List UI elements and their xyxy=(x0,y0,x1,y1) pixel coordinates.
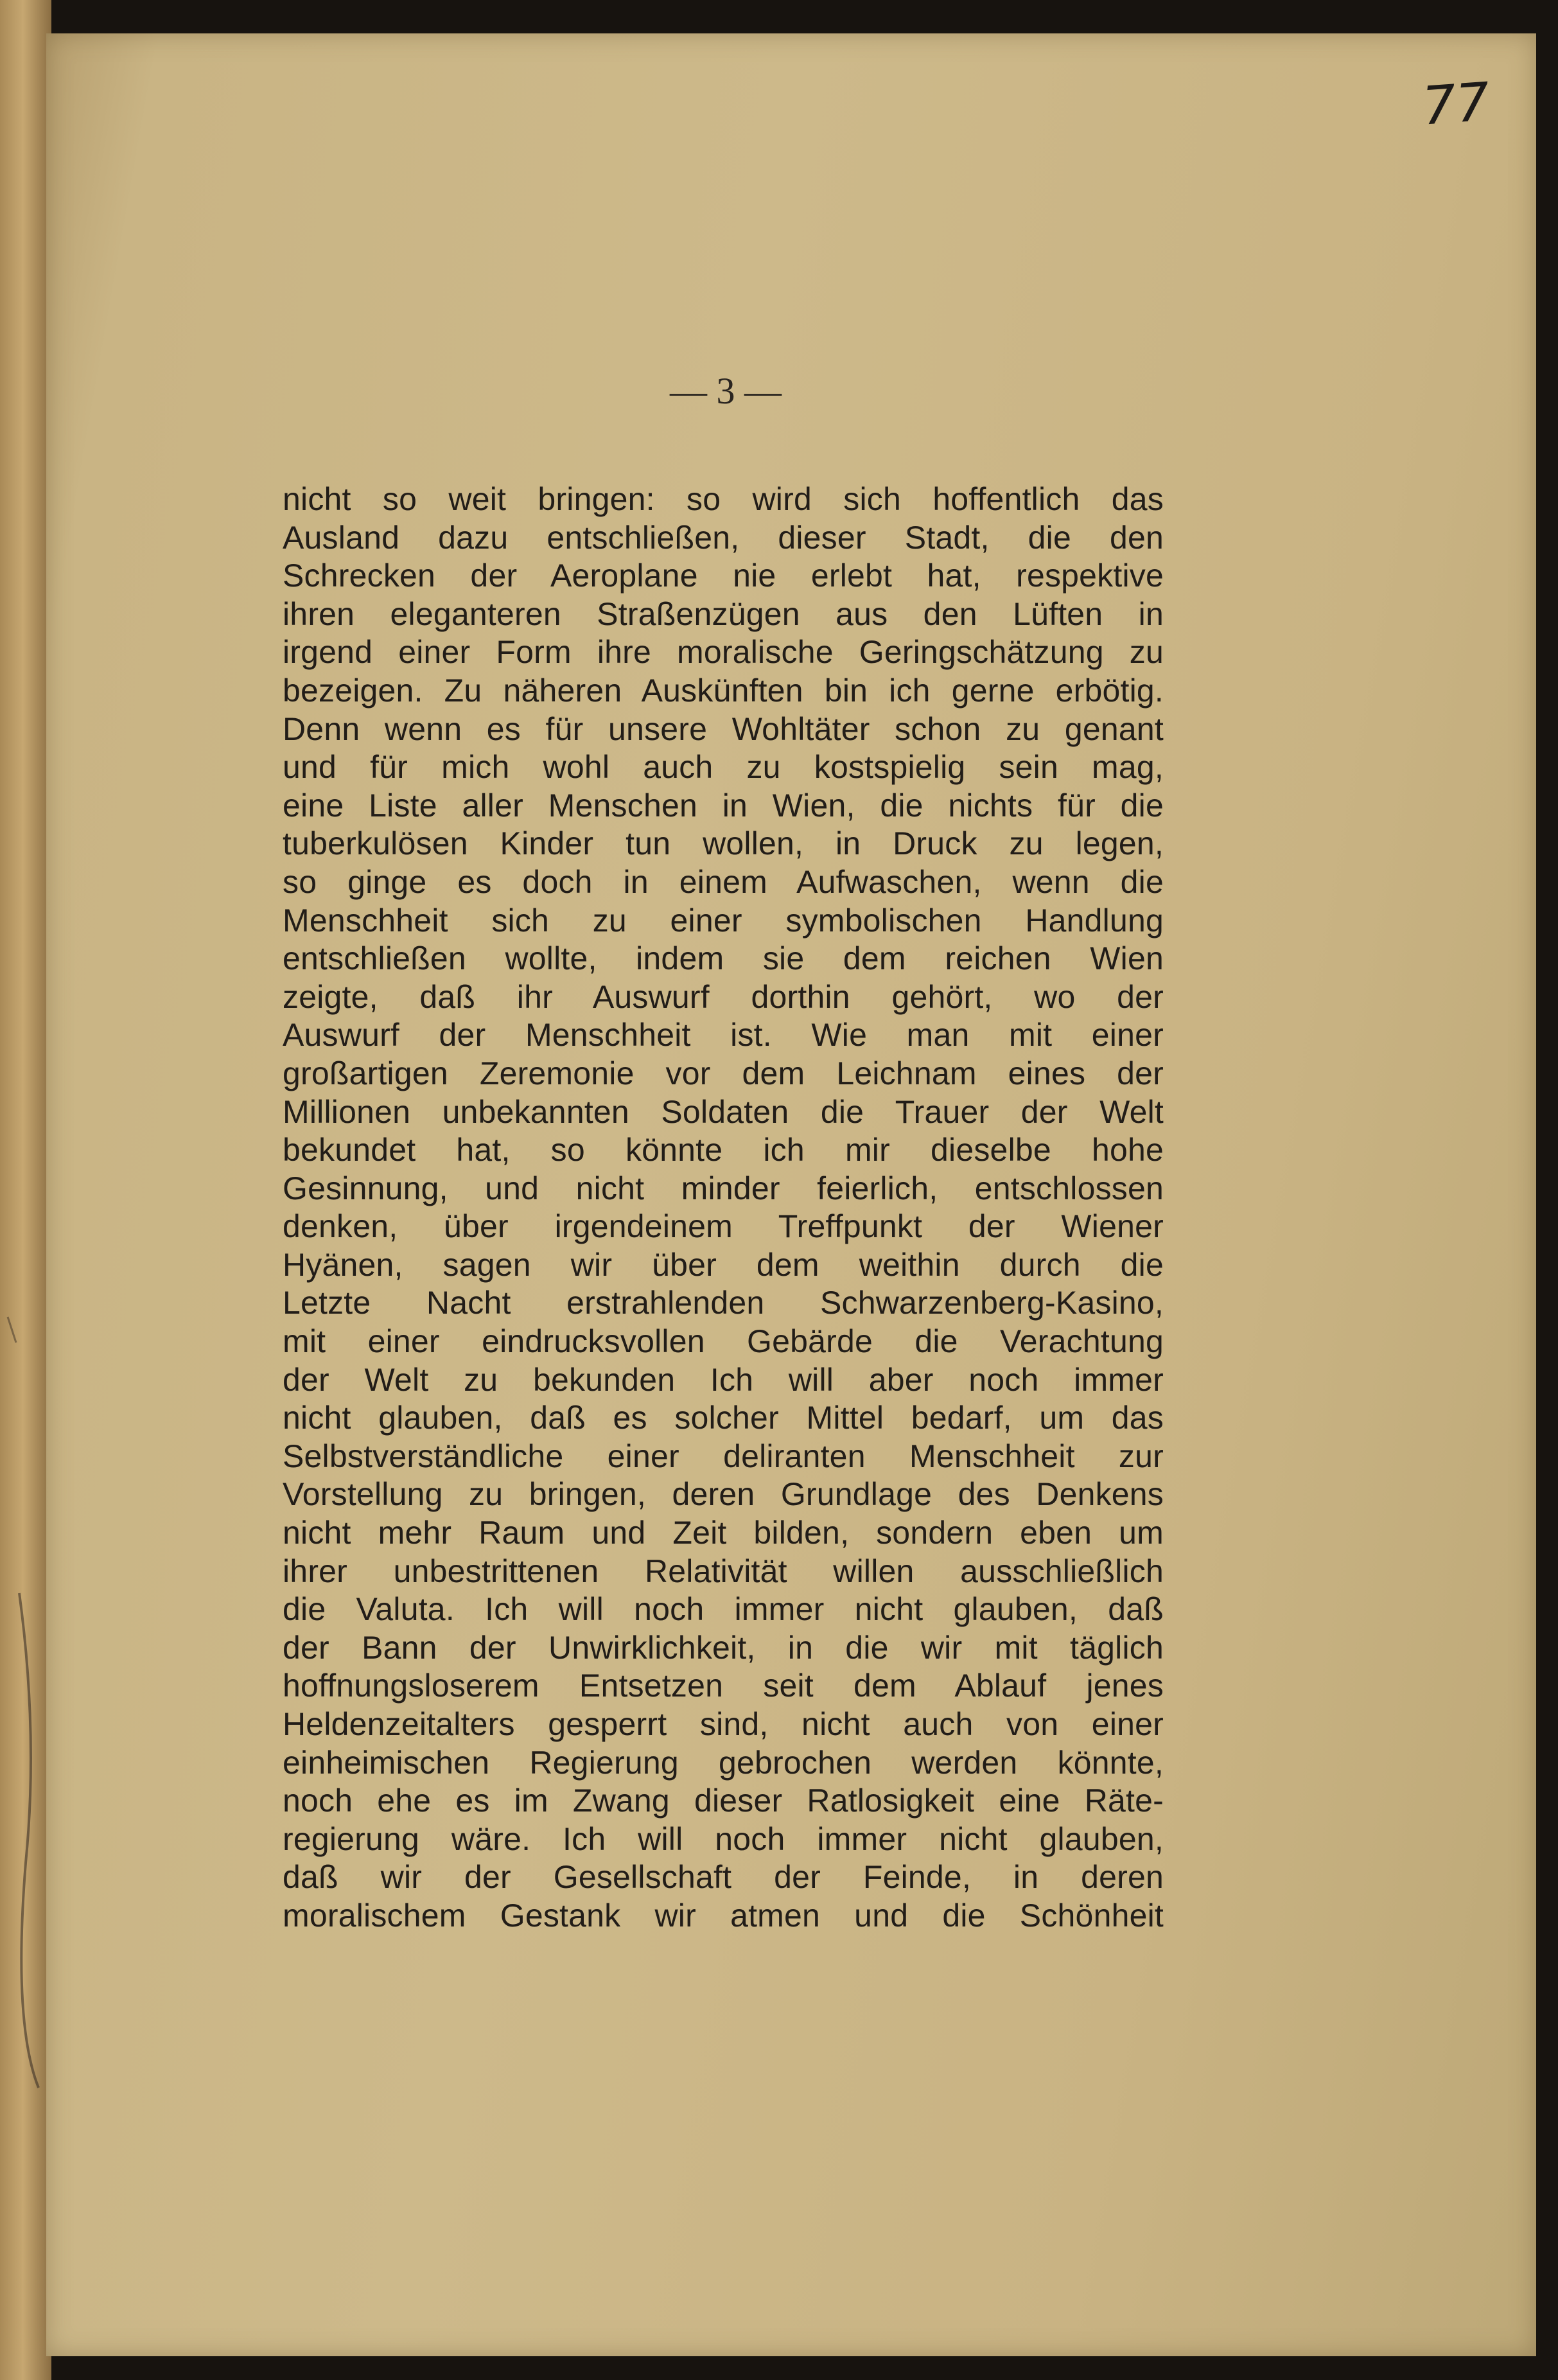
text-line: Denn wenn es für unsere Wohltäter schon zu genant xyxy=(283,710,1164,747)
text-line: einheimischen Regierung gebrochen werden könnte, xyxy=(283,1744,1164,1781)
page-number: — 3 — xyxy=(670,370,782,412)
text-line: Heldenzeitalters gesperrt sind, nicht auch von einer xyxy=(283,1706,1164,1742)
text-line: so ginge es doch in einem Aufwaschen, wenn die xyxy=(283,863,1164,900)
text-line: Vorstellung zu bringen, deren Grundlage des Denkens xyxy=(283,1476,1164,1513)
body-text xyxy=(283,480,1164,1935)
text-line: Millionen unbekannten Soldaten die Trauer der Welt xyxy=(283,1093,1164,1130)
text-line: bezeigen. Zu näheren Auskünften bin ich gerne erbötig. xyxy=(283,672,1164,709)
text-line: irgend einer Form ihre moralische Geringschätzung zu xyxy=(283,634,1164,671)
text-line: ihren eleganteren Straßenzügen aus den Lüften in xyxy=(283,595,1164,632)
text-line: denken, über irgendeinem Treffpunkt der Wiener xyxy=(283,1208,1164,1245)
text-line: Hyänen, sagen wir über dem weithin durch die xyxy=(283,1246,1164,1283)
text-line: Auswurf der Menschheit ist. Wie man mit einer xyxy=(283,1017,1164,1053)
text-line: tuberkulösen Kinder tun wollen, in Druck zu legen, xyxy=(283,825,1164,862)
text-line: nicht mehr Raum und Zeit bilden, sondern eben um xyxy=(283,1515,1164,1551)
text-line: zeigte, daß ihr Auswurf dorthin gehört, wo der xyxy=(283,978,1164,1015)
text-line: Selbstverständliche einer deliranten Menschheit zur xyxy=(283,1438,1164,1474)
text-line: eine Liste aller Menschen in Wien, die nichts für die xyxy=(283,787,1164,824)
text-line: Ausland dazu entschließen, dieser Stadt, die den xyxy=(283,519,1164,556)
text-line: und für mich wohl auch zu kostspielig sein mag, xyxy=(283,749,1164,786)
text-line: die Valuta. Ich will noch immer nicht glauben, daß xyxy=(283,1591,1164,1628)
text-line: nicht so weit bringen: so wird sich hoffentlich das xyxy=(283,481,1164,517)
text-line: nicht glauben, daß es solcher Mittel bedarf, um das xyxy=(283,1400,1164,1436)
text-line: entschließen wollte, indem sie dem reichen Wien xyxy=(283,940,1164,977)
text-line: hoffnungsloserem Entsetzen seit dem Ablauf jenes xyxy=(283,1668,1164,1704)
text-line: Gesinnung, und nicht minder feierlich, entschlossen xyxy=(283,1170,1164,1206)
text-line: regierung wäre. Ich will noch immer nicht glauben, xyxy=(283,1820,1164,1857)
text-line: moralischem Gestank wir atmen und die Schönheit xyxy=(283,1897,1164,1934)
text-line: der Welt zu bekunden Ich will aber noch immer xyxy=(283,1361,1164,1398)
text-line: Letzte Nacht erstrahlenden Schwarzenberg-Kasino, xyxy=(283,1285,1164,1321)
handwritten-folio-number: 77 xyxy=(1420,71,1492,137)
text-line: ihrer unbestrittenen Relativität willen ausschließlich xyxy=(283,1553,1164,1589)
text-line: noch ehe es im Zwang dieser Ratlosigkeit eine Räte- xyxy=(283,1783,1164,1819)
text-line: der Bann der Unwirklichkeit, in die wir mit täglich xyxy=(283,1629,1164,1666)
text-line: großartigen Zeremonie vor dem Leichnam eines der xyxy=(283,1055,1164,1091)
text-line: mit einer eindrucksvollen Gebärde die Verachtung xyxy=(283,1323,1164,1360)
text-line: Schrecken der Aeroplane nie erlebt hat, respektive xyxy=(283,558,1164,594)
text-line: Menschheit sich zu einer symbolischen Handlung xyxy=(283,902,1164,939)
text-line: daß wir der Gesellschaft der Feinde, in deren xyxy=(283,1859,1164,1896)
text-line: bekundet hat, so könnte ich mir dieselbe hohe xyxy=(283,1132,1164,1168)
